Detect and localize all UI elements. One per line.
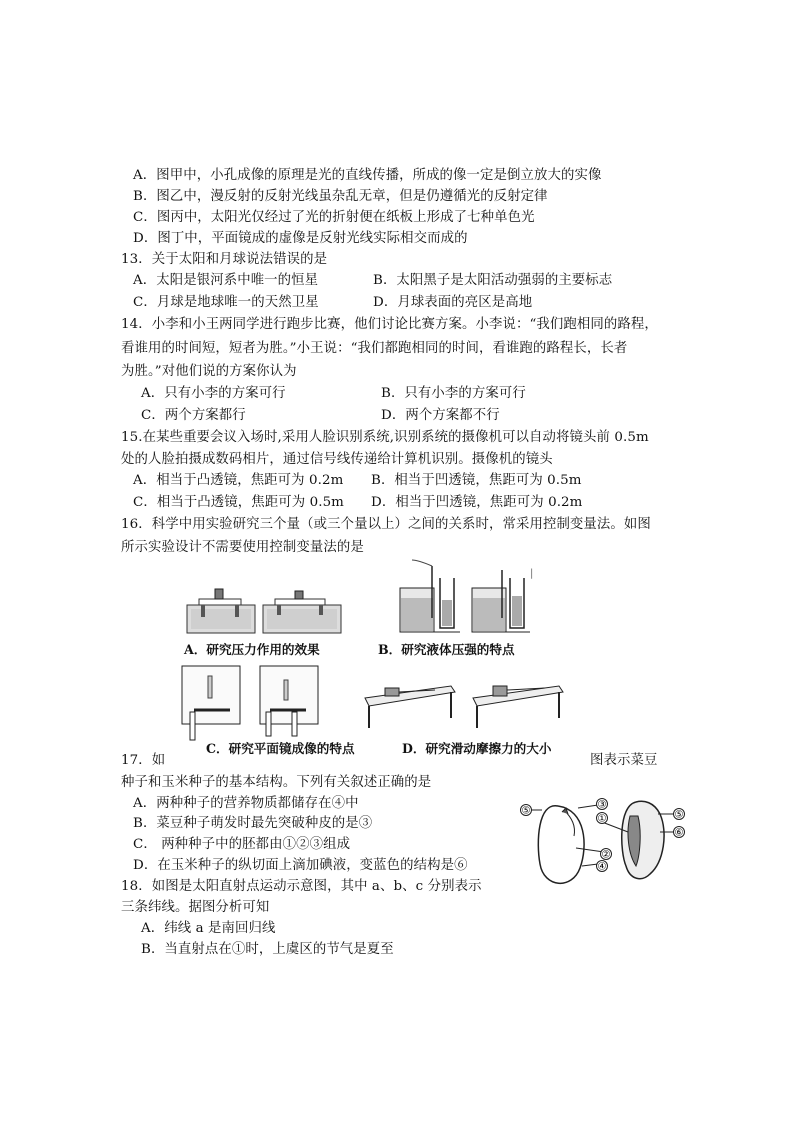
label-3: ③ — [597, 799, 607, 811]
q18-option-a: A．纬线 a 是南回归线 — [141, 921, 276, 936]
q14-option-c: C．两个方案都行 — [141, 408, 246, 423]
q15-option-b: B．相当于凹透镜，焦距可为 0.5m — [371, 473, 582, 488]
seed-structure-diagram — [518, 792, 690, 892]
q15-option-d: D．相当于凹透镜，焦距可为 0.2m — [371, 495, 583, 510]
q18-stem-2: 三条纬线。据图分析可知 — [121, 900, 270, 915]
figure-sliding-friction — [355, 668, 569, 730]
label-2: ② — [601, 849, 611, 861]
q14-stem-2: 看谁用的时间短，短者为胜。”小王说：“我们都跑相同的时间，看谁跑的路程长，长者 — [121, 341, 628, 356]
q13-stem: 13．关于太阳和月球说法错误的是 — [121, 252, 328, 267]
caption-a: A．研究压力作用的效果 — [184, 642, 320, 657]
q17-option-b: B．菜豆种子萌发时最先突破种皮的是③ — [133, 816, 373, 831]
q17-stem-start: 17．如 — [121, 753, 166, 768]
q12-option-c: C．图丙中，太阳光仅经过了光的折射便在纸板上形成了七种单色光 — [133, 210, 535, 225]
q17-option-c: C． 两种种子中的胚都由①②③组成 — [133, 837, 351, 852]
label-6: ⑥ — [674, 827, 684, 839]
caption-b: B．研究液体压强的特点 — [378, 642, 515, 657]
q17-stem-2: 种子和玉米种子的基本结构。下列有关叙述正确的是 — [121, 775, 432, 790]
label-4: ④ — [597, 861, 607, 873]
q18-stem-1: 18．如图是太阳直射点运动示意图，其中 a、b、c 分别表示 — [121, 879, 482, 894]
q12-option-b: B．图乙中，漫反射的反射光线虽杂乱无章，但是仍遵循光的反射定律 — [133, 189, 548, 204]
q12-option-a: A．图甲中，小孔成像的原理是光的直线传播，所成的像一定是倒立放大的实像 — [133, 168, 602, 183]
q14-option-d: D．两个方案都不行 — [381, 408, 500, 423]
q13-option-b: B．太阳黑子是太阳活动强弱的主要标志 — [373, 273, 613, 288]
q15-stem-1: 15.在某些重要会议入场时,采用人脸识别系统,识别系统的摄像机可以自动将镜头前 0.5m — [121, 430, 649, 445]
figure-liquid-pressure — [392, 558, 540, 640]
q15-option-a: A．相当于凸透镜，焦距可为 0.2m — [133, 473, 344, 488]
q16-stem-1: 16．科学中用实验研究三个量（或三个量以上）之间的关系时，常采用控制变量法。如图 — [121, 517, 651, 532]
figure-plane-mirror — [180, 660, 320, 742]
caption-c: C．研究平面镜成像的特点 — [206, 741, 355, 756]
q17-option-d: D．在玉米种子的纵切面上滴加碘液，变蓝色的结构是⑥ — [133, 858, 468, 873]
q14-stem-3: 为胜。”对他们说的方案你认为 — [121, 364, 297, 379]
q18-option-b: B．当直射点在①时，上虞区的节气是夏至 — [141, 942, 394, 957]
q15-option-c: C．相当于凸透镜，焦距可为 0.5m — [133, 495, 344, 510]
q15-stem-2: 处的人脸拍摄成数码相片，通过信号线传递给计算机识别。摄像机的镜头 — [121, 452, 553, 467]
figure-pressure-effect — [185, 585, 345, 635]
q16-stem-2: 所示实验设计不需要使用控制变量法的是 — [121, 540, 364, 555]
svg-text:|: | — [530, 568, 534, 579]
q14-option-a: A．只有小李的方案可行 — [141, 386, 286, 401]
label-1: ① — [597, 813, 607, 825]
q13-option-a: A．太阳是银河系中唯一的恒星 — [133, 273, 319, 288]
q13-option-c: C．月球是地球唯一的天然卫星 — [133, 295, 319, 310]
q14-stem-1: 14．小李和小王两同学进行跑步比赛，他们讨论比赛方案。小李说：“我们跑相同的路程， — [121, 317, 658, 332]
q17-option-a: A．两种种子的营养物质都储存在④中 — [133, 796, 359, 811]
q13-option-d: D．月球表面的亮区是高地 — [373, 295, 533, 310]
label-5b: ⑤ — [674, 809, 684, 821]
label-5: ⑤ — [521, 805, 531, 817]
q14-option-b: B．只有小李的方案可行 — [381, 386, 526, 401]
q17-stem-end: 图表示菜豆 — [590, 753, 658, 768]
q12-option-d: D．图丁中，平面镜成的虚像是反射光线实际相交而成的 — [133, 231, 468, 246]
caption-d: D．研究滑动摩擦力的大小 — [402, 741, 552, 756]
